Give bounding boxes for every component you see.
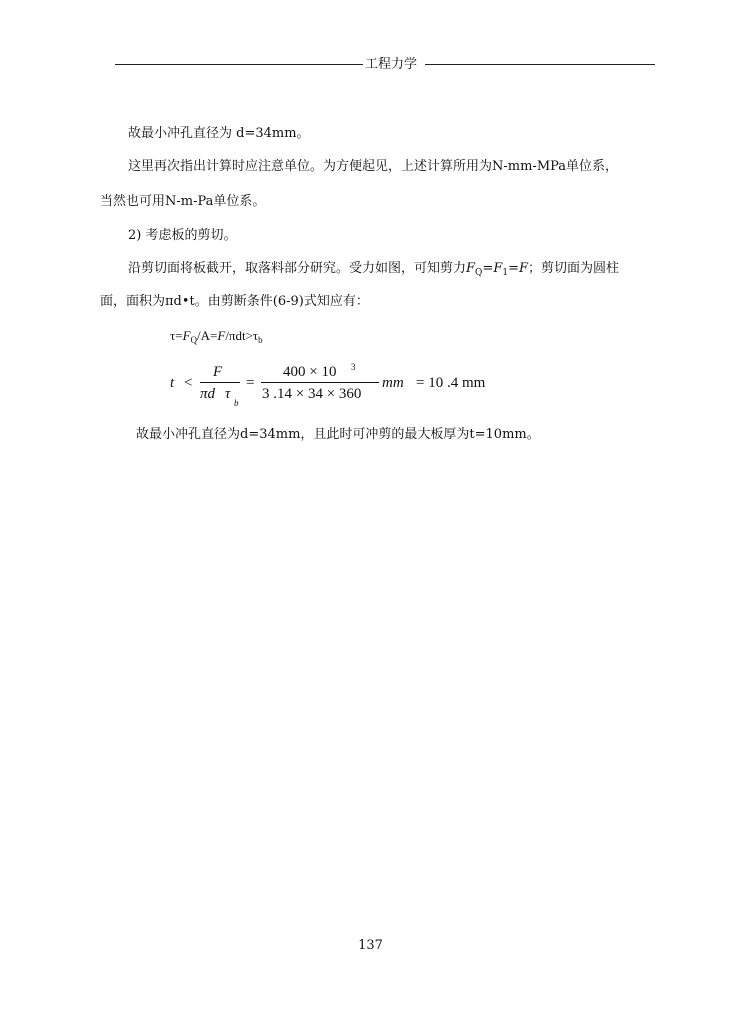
formula-less-than: < xyxy=(184,375,193,391)
page-header xyxy=(115,52,655,74)
shear-force-subscript: Q xyxy=(475,268,483,278)
equals-2: = xyxy=(508,261,520,276)
text-line-3: 当然也可用N-m-Pa单位系。 xyxy=(100,194,266,209)
formula-block xyxy=(170,364,510,412)
header-rule-left xyxy=(115,64,363,65)
eq1-force-symbol-2: F xyxy=(217,328,226,343)
formula-num-2-exponent: 3 xyxy=(351,362,356,372)
text-line-6: 面，面积为πd•t。由剪断条件(6-9)式知应有： xyxy=(100,294,369,309)
text-line-5 xyxy=(128,260,619,282)
eq1-force-symbol: F xyxy=(182,328,191,343)
eq1-part-a: τ= xyxy=(170,328,183,343)
force-1-subscript: 1 xyxy=(502,268,509,278)
text-conclusion: 故最小冲孔直径为d=34mm，且此时可冲剪的最大板厚为t=10mm。 xyxy=(136,427,540,442)
formula-num-f: F xyxy=(213,364,223,380)
formula-den-pi-d: πd xyxy=(200,386,216,402)
header-rule-right xyxy=(425,64,655,65)
formula-den-tau: τ xyxy=(225,386,231,402)
equation-1 xyxy=(170,327,263,349)
text-line-5-a: 沿剪切面将板截开，取落料部分研究。受力如图，可知剪力 xyxy=(128,261,467,276)
eq1-subscript-b: b xyxy=(258,335,263,345)
force-symbol: F xyxy=(519,261,529,276)
text-line-2: 这里再次指出计算时应注意单位。为方便起见，上述计算所用为N-mm-MPa单位系， xyxy=(128,159,619,174)
eq1-part-b: /A= xyxy=(197,328,218,343)
fraction-line-2 xyxy=(261,382,379,383)
shear-force-symbol: F xyxy=(466,261,476,276)
force-1-symbol: F xyxy=(493,261,503,276)
text-line-1: 故最小冲孔直径为 d=34mm。 xyxy=(128,126,310,141)
text-line-4: 2) 考虑板的剪切。 xyxy=(128,228,237,243)
eq1-part-c: /πdt>τ xyxy=(225,328,259,343)
formula-t: t xyxy=(170,375,175,391)
eq1-subscript-q: Q xyxy=(190,335,198,345)
equals-1: = xyxy=(482,261,494,276)
formula-unit: mm xyxy=(382,375,404,391)
text-line-5-d: ；剪切面为圆柱 xyxy=(528,261,620,276)
fraction-line-1 xyxy=(200,382,240,383)
formula-equals: = xyxy=(246,375,255,391)
formula-den-tau-sub: b xyxy=(234,398,239,408)
formula-result: = 10 .4 mm xyxy=(416,375,486,391)
formula-num-2: 400 × 10 xyxy=(283,364,337,380)
formula-den-2: 3 .14 × 34 × 360 xyxy=(262,386,362,402)
header-title: 工程力学 xyxy=(365,57,418,72)
page-number: 137 xyxy=(358,938,383,953)
